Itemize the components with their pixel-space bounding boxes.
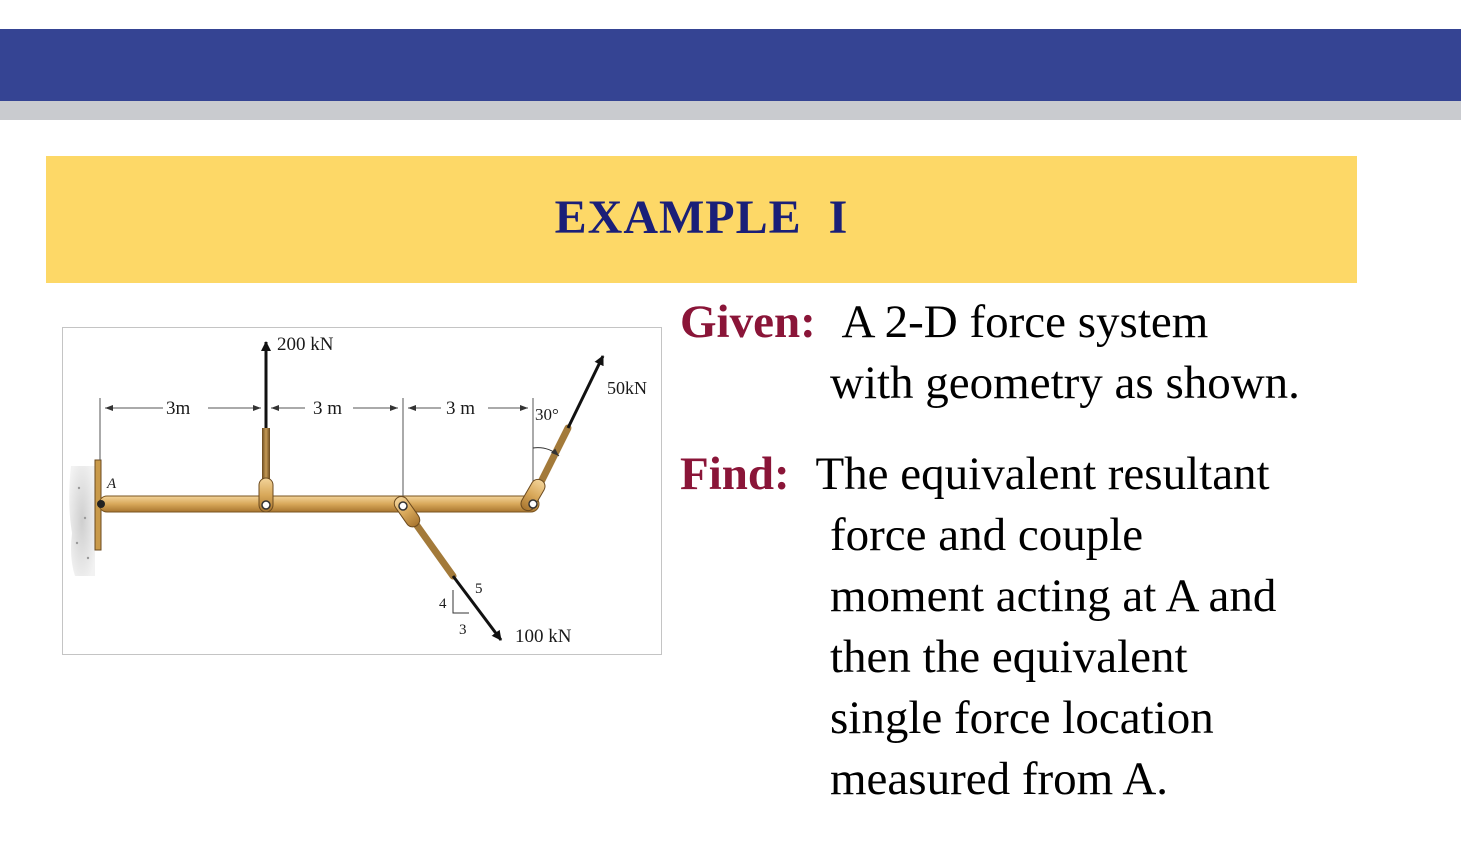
- find-text-1: The equivalent resultant: [815, 448, 1270, 500]
- find-text-3: moment acting at A and: [830, 570, 1277, 622]
- slope-label-4: 4: [439, 596, 447, 612]
- slope-label-3: 3: [459, 622, 467, 638]
- force-50kn-assembly: [518, 356, 603, 513]
- given-text-2: with geometry as shown.: [830, 357, 1300, 409]
- slide-title: EXAMPLE I: [554, 191, 849, 244]
- header-gray-stripe: [0, 101, 1461, 120]
- find-line-1: [680, 444, 1270, 505]
- force-label-50kn: 50kN: [607, 378, 647, 398]
- dim-label-1: 3m: [166, 398, 191, 419]
- title-banner: [46, 156, 1357, 283]
- angle-label: 30°: [535, 405, 559, 424]
- find-text-6: measured from A.: [830, 753, 1169, 805]
- dim-label-3: 3 m: [446, 398, 476, 419]
- slope-label-5: 5: [475, 581, 483, 597]
- force-label-200kn: 200 kN: [277, 334, 334, 355]
- force-100kn-assembly: [392, 494, 501, 640]
- beam: [97, 496, 539, 512]
- given-label: Given:: [680, 296, 816, 348]
- header-blue-bar: [0, 29, 1461, 101]
- given-text-1: A 2-D force system: [841, 296, 1209, 348]
- find-text-2: force and couple: [830, 509, 1144, 561]
- find-text-4: then the equivalent: [830, 631, 1188, 683]
- given-line-1: [680, 292, 1208, 353]
- force-200kn-assembly: [259, 342, 273, 512]
- force-label-100kn: 100 kN: [515, 626, 572, 647]
- find-text-5: single force location: [830, 692, 1214, 744]
- dim-label-2: 3 m: [313, 398, 343, 419]
- wall-support: [69, 460, 101, 576]
- support-label-a: A: [107, 476, 117, 492]
- find-label: Find:: [680, 448, 790, 500]
- beam-force-diagram: [62, 327, 662, 655]
